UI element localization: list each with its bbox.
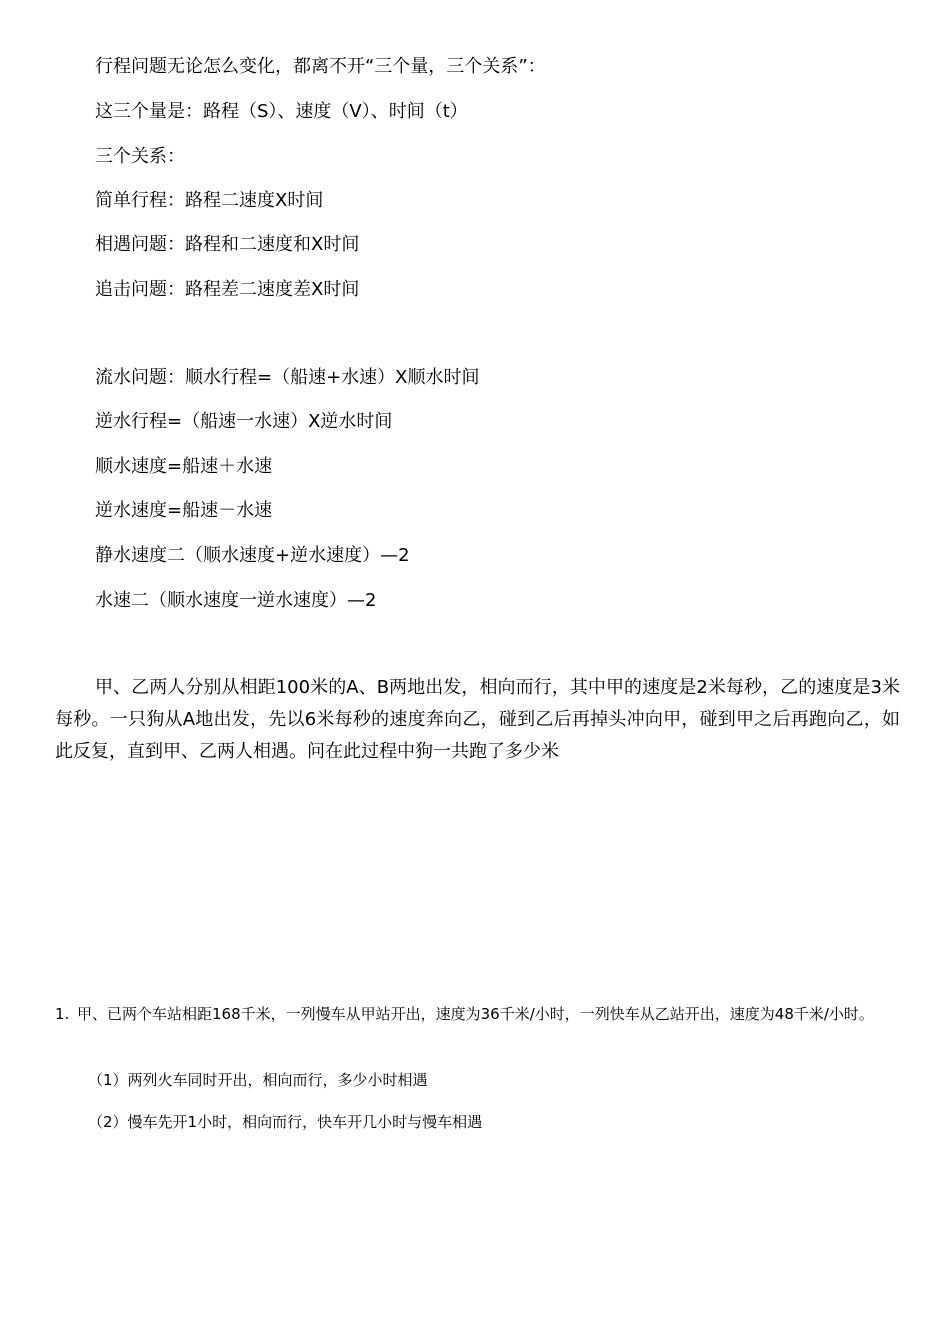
intro-line-3: 三个关系：	[95, 146, 185, 167]
question-number: 1.	[55, 1005, 70, 1023]
flow-line-6: 水速二（顺水速度一逆水速度）—2	[95, 590, 377, 611]
flow-line-2: 逆水行程=（船速一水速）X逆水时间	[95, 411, 393, 432]
train-sub-question-1: （1）两列火车同时开出，相向而行，多少小时相遇	[88, 1071, 428, 1089]
flow-line-3: 顺水速度=船速＋水速	[95, 456, 273, 477]
intro-line-2: 这三个量是：路程（S）、速度（V）、时间（t）	[95, 101, 468, 122]
flow-line-5: 静水速度二（顺水速度+逆水速度）—2	[95, 545, 410, 566]
intro-line-5: 相遇问题：路程和二速度和X时间	[95, 234, 360, 255]
dog-problem-paragraph: 甲、乙两人分别从相距100米的A、B两地出发，相向而行，其中甲的速度是2米每秒，乙的速度是3米每秒。一只狗从A地出发，先以6米每秒的速度奔向乙，碰到乙后再掉头冲向甲，碰到甲之后再跑向乙，如此反复，直到甲、乙两人相遇。问在此过程中狗一共跑了多少米	[55, 677, 900, 762]
train-problem-stem	[55, 1000, 895, 1028]
train-sub-question-2: （2）慢车先开1小时，相向而行，快车开几小时与慢车相遇	[88, 1113, 483, 1131]
intro-line-6: 追击问题：路程差二速度差X时间	[95, 279, 360, 300]
flow-line-4: 逆水速度=船速－水速	[95, 500, 273, 521]
train-problem-text: 甲、已两个车站相距168千米，一列慢车从甲站开出，速度为36千米/小时，一列快车从乙站开出，速度为48千米/小时。	[77, 1005, 874, 1023]
intro-line-4: 简单行程：路程二速度X时间	[95, 190, 324, 211]
flow-line-1: 流水问题：顺水行程=（船速+水速）X顺水时间	[95, 367, 480, 388]
intro-line-1: 行程问题无论怎么变化，都离不开“三个量，三个关系”：	[95, 56, 546, 77]
